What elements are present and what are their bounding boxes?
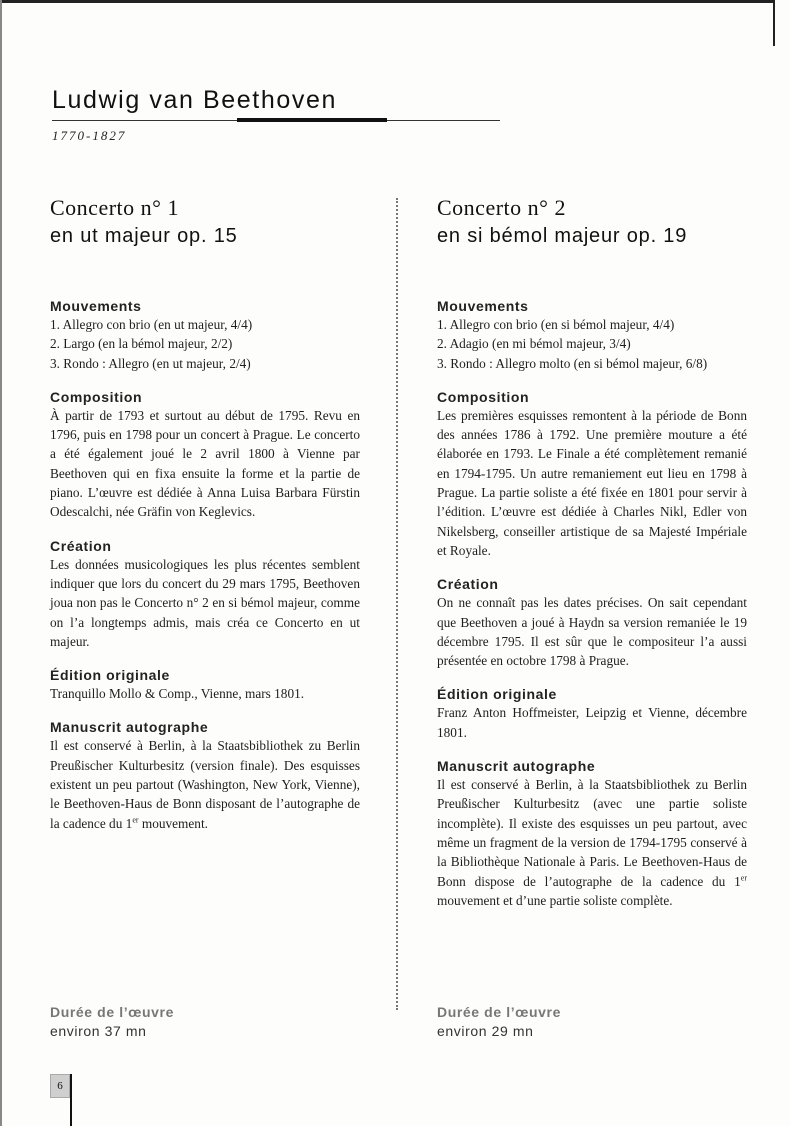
concerto-2-duration <box>437 1003 757 1041</box>
duration-value: environ 37 mn <box>50 1023 147 1039</box>
edition-text: Franz Anton Hoffmeister, Leipzig et Vienne, décembre 1801. <box>437 705 747 740</box>
corner-border-rule <box>773 0 775 46</box>
movements-list <box>50 315 360 373</box>
page-number-bar <box>70 1074 72 1126</box>
creation-text: On ne connaît pas les dates précises. On sait cependant que Beethoven a joué à Haydn sa version remaniée le 19 décembre 1795. Il est sûr que le compositeur l’a aussi présentée en octobre 1798 à Prague. <box>437 595 747 669</box>
duration-value: environ 29 mn <box>437 1023 534 1039</box>
movements-heading: Mouvements <box>437 298 529 314</box>
concerto-1-column <box>50 193 360 833</box>
manuscript-heading: Manuscrit autographe <box>437 758 596 775</box>
creation-heading: Création <box>437 576 499 593</box>
creation-heading: Création <box>50 537 112 554</box>
edition-heading: Édition originale <box>437 686 557 703</box>
concerto-subtitle: en si bémol majeur op. 19 <box>437 225 688 247</box>
manuscript-text-end: mouvement et d’une partie soliste complète. <box>437 892 673 908</box>
duration-label: Durée de l’œuvre <box>50 1004 174 1020</box>
left-border-rule <box>0 0 2 1126</box>
movements-heading: Mouvements <box>50 298 142 314</box>
composition-heading: Composition <box>50 388 143 405</box>
concerto-1-duration <box>50 1003 370 1041</box>
header-accent-bar <box>237 118 387 122</box>
composition-text: À partir de 1793 et surtout au début de 1795. Revu en 1796, puis en 1798 pour un concert à Prague. Le concerto a été également joué le 2 avril 1800 à Vienne par Beethoven qui en fixa ensuite la forme et la partie de piano. L’œuvre est dédiée à Anna Luisa Barbara Fürstin Odescalchi, née Gräfin von Keglevics. <box>50 407 360 520</box>
column-divider <box>396 198 398 1010</box>
creation-text: Les données musicologiques les plus récentes semblent indiquer que lors du concert du 29 mars 1795, Beethoven joua non pas le Concerto n° 2 en si bémol majeur, comme on l’a longtemps admis, mais créa ce Concerto en ut majeur. <box>50 556 360 649</box>
ordinal-superscript: er <box>740 873 747 883</box>
duration-label: Durée de l’œuvre <box>437 1004 561 1020</box>
edition-heading: Édition originale <box>50 667 170 684</box>
manuscript-text-main: Il est conservé à Berlin, à la Staatsbibliothek zu Berlin Preußischer Kulturbesitz (avec une partie soliste incomplète). Il existe des esquisses un peu partout, avec même un fragment de la version de 1794-1795 conservé à la Bibliothèque Nationale à Paris. Le Beethoven-Haus de Bonn dispose de l’autographe de la cadence du 1 <box>437 777 747 889</box>
concerto-subtitle: en ut majeur op. 15 <box>50 225 238 247</box>
movement-item: 1. Allegro con brio (en si bémol majeur, 4/4) <box>437 317 675 332</box>
manuscript-text-main: Il est conservé à Berlin, à la Staatsbibliothek zu Berlin Preußischer Kulturbesitz (version finale). Des esquisses existent un peu partout (Washington, New York, Vienne), le Beethoven-Haus de Bonn disposant de l’autographe de la cadence du 1 <box>50 738 360 831</box>
movement-item: 3. Rondo : Allegro molto (en si bémol majeur, 6/8) <box>437 355 708 371</box>
concerto-title: Concerto n° 2 <box>437 195 566 220</box>
composer-dates: 1770-1827 <box>52 128 127 143</box>
composition-heading: Composition <box>437 388 530 405</box>
composition-text: Les premières esquisses remontent à la période de Bonn des années 1786 à 1792. Une première mouture a été élaborée en 1793. Le Finale a été complètement remanié en 1794-1795. Un autre remaniement eut lieu en 1798 à Prague. La partie soliste a été fixée en 1801 pour servir à l’édition. L’œuvre est dédiée à Charles Nikl, Edler von Nikelsberg, conseiller artistique de sa Majesté Impériale et Royale. <box>437 407 747 558</box>
movement-item: 1. Allegro con brio (en ut majeur, 4/4) <box>50 317 253 332</box>
movement-item: 2. Adagio (en mi bémol majeur, 3/4) <box>437 336 631 352</box>
movement-item: 3. Rondo : Allegro (en ut majeur, 2/4) <box>50 355 251 371</box>
ordinal-superscript: er <box>132 815 139 825</box>
composer-name: Ludwig van Beethoven <box>52 86 337 114</box>
edition-text: Tranquillo Mollo & Comp., Vienne, mars 1801. <box>50 686 305 702</box>
manuscript-text <box>50 736 360 832</box>
movement-item: 2. Largo (en la bémol majeur, 2/2) <box>50 336 233 352</box>
movements-list <box>437 315 747 373</box>
page-number: 6 <box>50 1074 70 1098</box>
top-border-rule <box>0 0 775 3</box>
concerto-2-column <box>437 193 747 910</box>
manuscript-text <box>437 775 747 910</box>
concerto-title: Concerto n° 1 <box>50 195 179 220</box>
manuscript-text-end: mouvement. <box>138 815 208 831</box>
manuscript-heading: Manuscrit autographe <box>50 719 209 736</box>
